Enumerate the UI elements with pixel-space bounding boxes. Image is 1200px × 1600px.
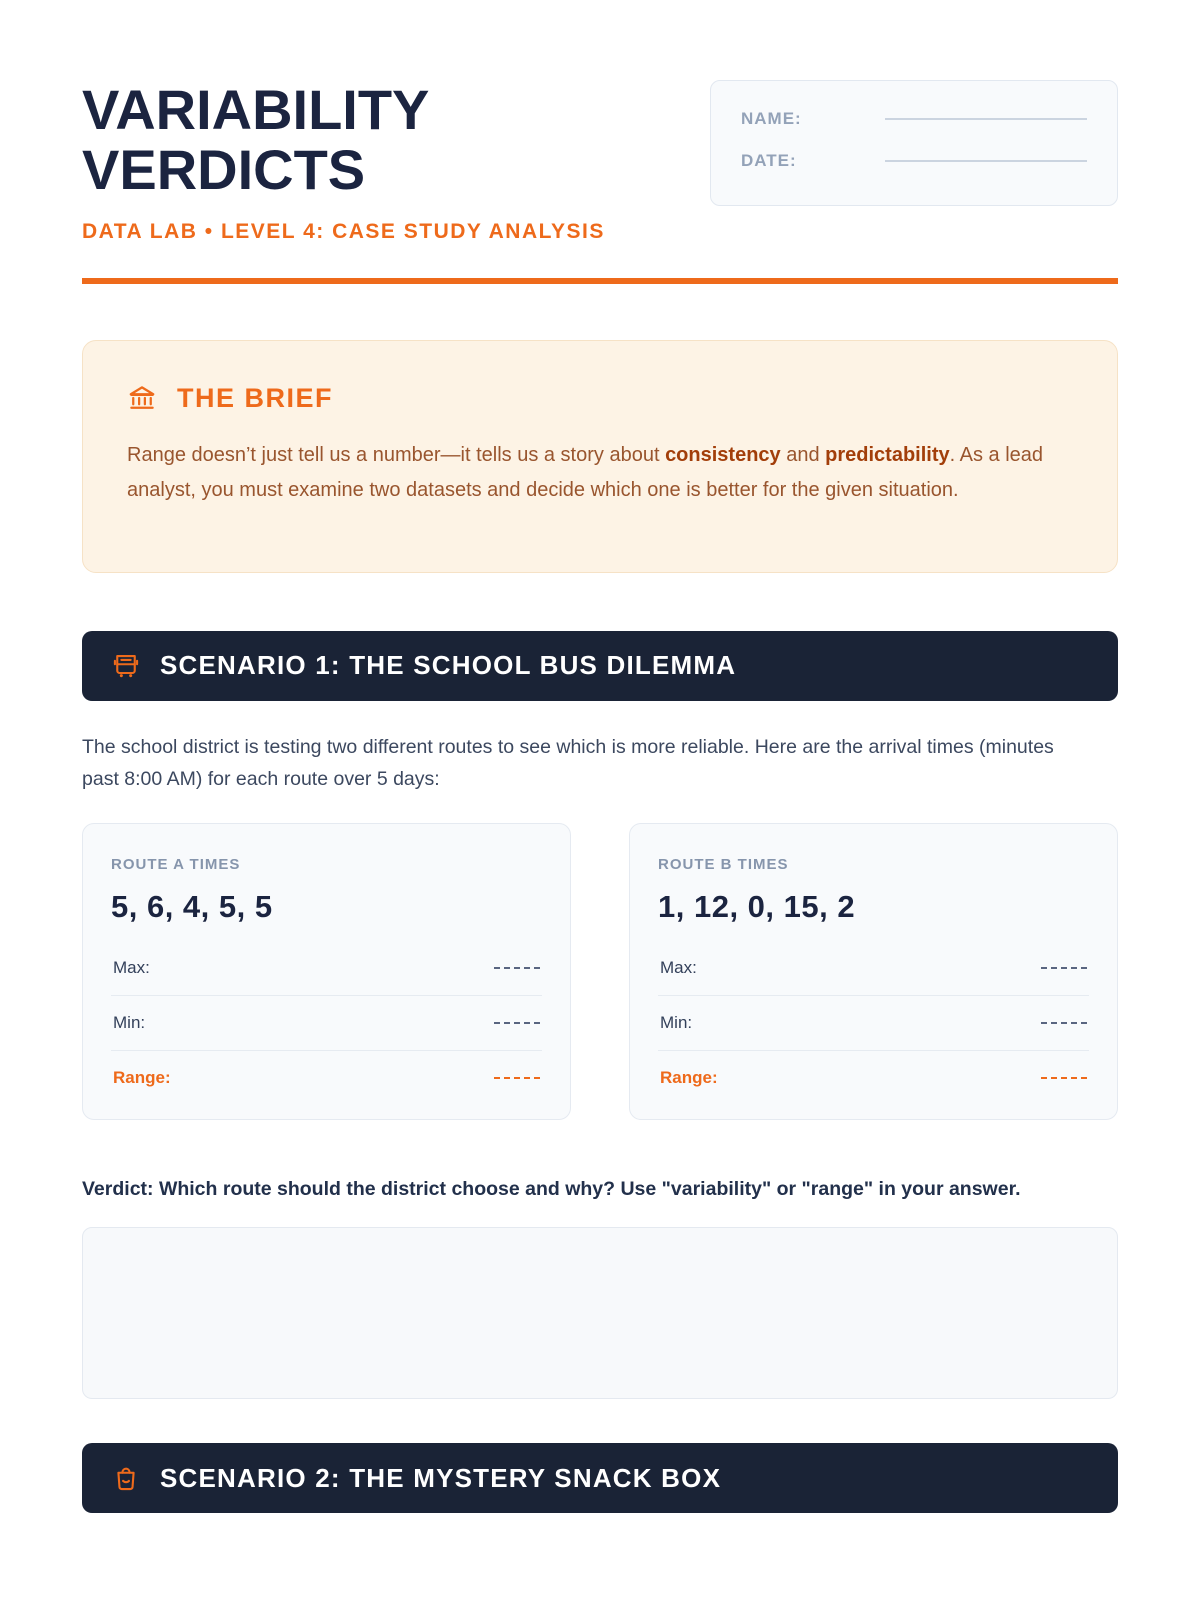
route-a-min-row [111, 996, 542, 1051]
route-b-min-blank[interactable] [1041, 1022, 1087, 1024]
route-a-label: ROUTE A TIMES [111, 856, 241, 874]
scenario1-intro: The school district is testing two different routes to see which is more reliable. Here are the arrival times (minutes past 8:00 AM) for each route over 5 days: [82, 735, 1054, 790]
route-a-max-row [111, 941, 542, 996]
max-label: Max: [113, 958, 150, 978]
name-blank-line[interactable] [885, 118, 1087, 120]
route-b-min-row [658, 996, 1089, 1051]
route-b-max-blank[interactable] [1041, 967, 1087, 969]
snack-bag-icon [112, 1464, 140, 1492]
route-b-range-blank[interactable] [1041, 1077, 1087, 1079]
brief-callout [82, 340, 1118, 573]
date-row [741, 151, 1087, 171]
route-a-card [82, 823, 571, 1120]
title-block [82, 80, 605, 244]
min-label: Min: [660, 1013, 693, 1033]
brief-body: Range doesn’t just tell us a number—it tells us a story about consistency and predictability. As a lead analyst, you must examine two datasets and decide which one is better for the given situation. [127, 443, 1044, 501]
max-label: Max: [660, 958, 697, 978]
route-a-values: 5, 6, 4, 5, 5 [111, 889, 273, 925]
page-title-line1: VARIABILITY [82, 78, 430, 141]
route-b-max-row [658, 941, 1089, 996]
bank-icon [127, 383, 157, 413]
accent-divider [82, 278, 1118, 284]
scenario1-banner [82, 631, 1118, 701]
route-cards [82, 823, 1118, 1120]
scenario2-banner-title: SCENARIO 2: THE MYSTERY SNACK BOX [160, 1462, 722, 1493]
page-title-line2: VERDICTS [82, 137, 366, 201]
bus-icon [112, 652, 140, 680]
scenario1-banner-title: SCENARIO 1: THE SCHOOL BUS DILEMMA [160, 650, 737, 681]
route-a-range-blank[interactable] [494, 1077, 540, 1079]
verdict-prompt: Verdict: Which route should the district choose and why? Use "variability" or "range" in your answer. [82, 1178, 1021, 1201]
route-b-range-row [658, 1051, 1089, 1105]
name-row [741, 109, 1087, 129]
route-a-range-row [111, 1051, 542, 1105]
range-label: Range: [113, 1068, 171, 1088]
verdict-answer-box[interactable] [82, 1227, 1118, 1399]
route-a-max-blank[interactable] [494, 967, 540, 969]
range-label: Range: [660, 1068, 718, 1088]
brief-heading: THE BRIEF [177, 382, 334, 413]
scenario2-banner [82, 1443, 1118, 1513]
route-b-label: ROUTE B TIMES [658, 856, 789, 874]
page-subtitle: DATA LAB • LEVEL 4: CASE STUDY ANALYSIS [82, 219, 605, 243]
min-label: Min: [113, 1013, 146, 1033]
page-title [82, 80, 605, 200]
date-blank-line[interactable] [885, 160, 1087, 162]
header [82, 80, 1118, 244]
route-b-card [629, 823, 1118, 1120]
route-a-min-blank[interactable] [494, 1022, 540, 1024]
route-b-values: 1, 12, 0, 15, 2 [658, 889, 856, 925]
name-label: NAME: [741, 109, 802, 128]
date-label: DATE: [741, 151, 797, 170]
brief-header [127, 383, 1073, 414]
name-date-card [710, 80, 1118, 206]
